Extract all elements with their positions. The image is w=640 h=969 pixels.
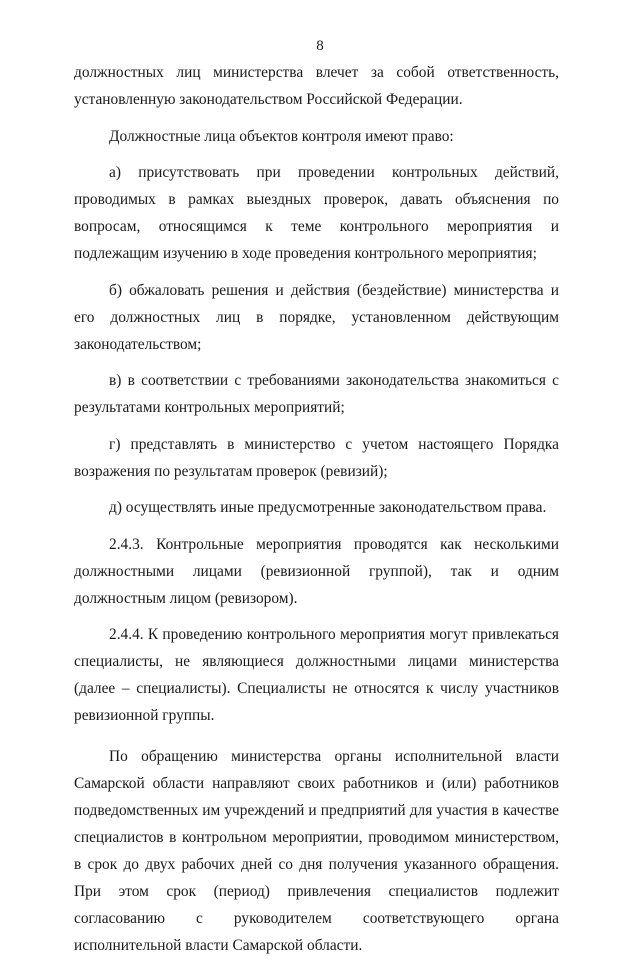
paragraph-specialists-request: По обращению министерства органы исполнительной власти Самарской области направляют своих работников и (или) работников подведомственных им учреждений и предприятий для участия в качестве специалистов в контрольном мероприятии, проводимом министерством, в срок до двух рабочих дней со дня получения указанного обращения. При этом срок (период) привлечения специалистов подлежит согласованию с руководителем соответствующего органа исполнительной власти Самарской области. (74, 748, 559, 954)
paragraph-right-c: в) в соответствии с требованиями законодательства знакомиться с результатами контрольных мероприятий; (74, 372, 559, 416)
paragraph-rights-intro: Должностные лица объектов контроля имеют право: (109, 127, 454, 145)
paragraph-right-e: д) осуществлять иные предусмотренные законодательством права. (109, 499, 547, 516)
paragraph-right-d: г) представлять в министерство с учетом настоящего Порядка возражения по результатам проверок (ревизий); (74, 435, 559, 480)
document-body (74, 59, 559, 969)
paragraph-2-4-4: 2.4.4. К проведению контрольного мероприятия могут привлекаться специалисты, не являющиеся должностными лицами министерства (далее – специалисты). Специалисты не относятся к числу участников ревизионной группы. (74, 626, 559, 724)
page-number: 8 (316, 38, 324, 54)
paragraph-right-b: б) обжаловать решения и действия (бездействие) министерства и его должностных лиц в порядке, установленном действующим законодательством; (74, 281, 559, 353)
paragraph-2-4-3: 2.4.3. Контрольные мероприятия проводятся как несколькими должностными лицами (ревизионной группой), так и одним должностным лицом (ревизором). (74, 535, 559, 607)
paragraph-continuation: должностных лиц министерства влечет за собой ответственность, установленную законодательством Российской Федерации. (74, 64, 559, 108)
paragraph-right-a: а) присутствовать при проведении контрольных действий, проводимых в рамках выездных проверок, давать объяснения по вопросам, относящимся к теме контрольного мероприятия и подлежащим изучению в ходе проведения контрольного мероприятия; (74, 164, 559, 262)
